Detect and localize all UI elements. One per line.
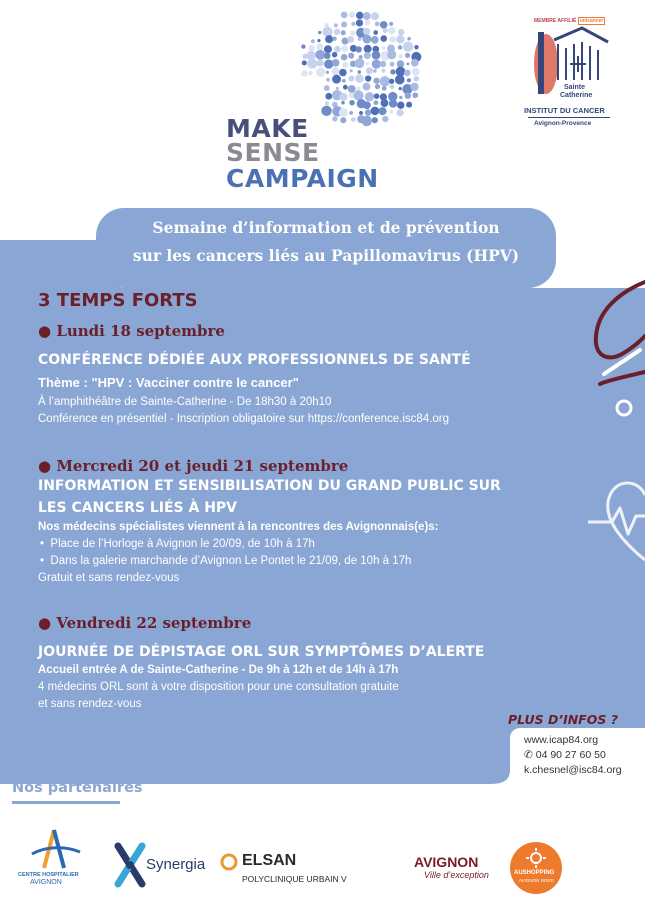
logo-dot	[325, 93, 332, 100]
partner-aushopping	[510, 842, 562, 894]
logo-dot	[399, 87, 402, 90]
logo-dot	[353, 90, 363, 100]
logo-dot	[341, 45, 348, 52]
event2-heading: INFORMATION ET SENSIBILISATION DU GRAND PUBLIC SUR	[38, 478, 501, 494]
logo-sense: SENSE	[226, 138, 320, 167]
logo-dot	[321, 106, 331, 116]
plus-infos-title: PLUS D’INFOS ?	[508, 712, 618, 727]
aushopping-sub: AVIGNON NORD	[519, 878, 554, 883]
ch-avignon-icon	[16, 828, 86, 870]
logo-dot	[404, 70, 411, 77]
event1-heading: CONFÉRENCE DÉDIÉE AUX PROFESSIONNELS DE SANTÉ	[38, 352, 471, 368]
logo-dot	[355, 58, 365, 68]
event3-date: ● Vendredi 22 septembre	[38, 614, 252, 632]
logo-dot	[356, 19, 363, 26]
logo-dot	[414, 76, 420, 82]
partners-title: Nos partenaires	[12, 780, 143, 796]
logo-dot	[308, 45, 314, 51]
logo-dot	[348, 85, 356, 93]
logo-dot	[414, 45, 418, 49]
logo-dot	[378, 107, 386, 115]
logo-dot	[325, 101, 329, 105]
logo-dot	[363, 12, 371, 20]
elsan-icon	[220, 853, 238, 871]
plus-infos-box	[510, 728, 645, 784]
logo-dot	[318, 31, 321, 34]
logo-dot	[387, 50, 396, 59]
logo-dot	[395, 75, 405, 85]
logo-dot	[332, 68, 340, 76]
logo-dot	[380, 21, 388, 29]
event3-detail: et sans rendez-vous	[38, 698, 142, 710]
logo-dot	[372, 60, 381, 69]
institut-name: INSTITUT DU CANCER	[524, 106, 605, 115]
infos-website[interactable]: www.icap84.org	[524, 734, 599, 746]
logo-dot	[311, 39, 315, 43]
event2-date: ● Mercredi 20 et jeudi 21 septembre	[38, 457, 349, 475]
partner-elsan	[220, 852, 360, 892]
logo-dot	[396, 35, 404, 43]
logo-dot	[336, 87, 339, 90]
logo-dot	[339, 69, 347, 77]
infos-phone[interactable]: ✆ 04 90 27 60 50	[524, 749, 606, 761]
logo-dot	[389, 79, 394, 84]
institut-divider	[528, 117, 610, 118]
institut-sainte: Sainte	[564, 84, 586, 91]
logo-dot	[308, 71, 312, 75]
event3-detail: Accueil entrée A de Sainte-Catherine - De 9h à 12h et de 14h à 17h	[38, 664, 399, 676]
bullet-dot-icon: •	[40, 538, 45, 550]
event2-bullet: • Dans la galerie marchande d’Avignon Le Pontet le 21/09, de 10h à 17h	[40, 555, 412, 567]
avignon-sub: Ville d’exception	[424, 870, 489, 880]
logo-dot	[389, 110, 393, 114]
unicancer-badge: unicancer	[579, 18, 604, 24]
logo-dot	[334, 46, 340, 52]
logo-dot	[339, 93, 347, 101]
logo-dot	[341, 54, 347, 60]
partner-avignon	[414, 854, 504, 884]
elsan-sub: POLYCLINIQUE URBAIN V	[242, 874, 347, 884]
logo-dot	[351, 117, 356, 122]
logo-dot	[347, 36, 354, 43]
logo-dot	[410, 83, 418, 91]
logo-dot	[365, 20, 371, 26]
logo-dot	[315, 50, 325, 60]
logo-dot	[324, 59, 333, 68]
logo-dot	[339, 108, 348, 117]
ch-line2: AVIGNON	[30, 879, 62, 886]
logo-dot	[371, 107, 380, 116]
logo-dot	[380, 35, 387, 42]
logo-dot	[326, 71, 329, 74]
logo-dot	[365, 92, 374, 101]
infos-email[interactable]: k.chesnel@isc84.org	[524, 764, 622, 776]
logo-dot	[350, 31, 355, 36]
bullet-icon: ●	[38, 457, 52, 475]
logo-dot	[348, 75, 354, 81]
logo-dot	[390, 69, 395, 74]
logo-dot	[372, 51, 381, 60]
logo-dot	[341, 21, 347, 27]
logo-dot	[332, 116, 337, 121]
logo-dot	[349, 100, 354, 105]
logo-dot	[350, 69, 353, 72]
event2-note: Gratuit et sans rendez-vous	[38, 572, 180, 584]
logo-dot	[364, 52, 371, 59]
logo-dot	[301, 70, 307, 76]
logo-dot	[383, 28, 388, 33]
logo-dot	[316, 43, 323, 50]
logo-dot	[358, 70, 361, 73]
aushopping-name: AUSHOPPING	[514, 870, 555, 876]
logo-dot	[317, 59, 324, 66]
logo-dot	[375, 22, 380, 27]
logo-dot	[380, 76, 390, 86]
logo-dot	[356, 46, 362, 52]
logo-dot	[407, 78, 411, 82]
logo-dot	[356, 12, 363, 19]
logo-dot	[373, 30, 378, 35]
logo-dot	[405, 53, 410, 58]
logo-dot	[362, 116, 372, 126]
logo-dot	[381, 99, 389, 107]
logo-dot	[307, 58, 317, 68]
campaign-title-line2: sur les cancers liés au Papillomavirus (HPV)	[132, 246, 520, 265]
bullet-icon: ●	[38, 614, 52, 632]
logo-dot	[351, 22, 355, 26]
logo-dot	[373, 69, 377, 73]
logo-dot	[398, 45, 403, 50]
logo-dot	[348, 92, 354, 98]
logo-dot	[357, 87, 361, 91]
event1-detail: Conférence en présentiel - Inscription obligatoire sur https://conference.isc84.org	[38, 413, 450, 425]
logo-dot	[403, 41, 413, 51]
event2-bullet: • Place de l’Horloge à Avignon le 20/09, de 10h à 17h	[40, 538, 315, 550]
logo-dot	[397, 60, 404, 67]
phone-icon: ✆	[524, 749, 533, 761]
partner-ch-avignon	[16, 828, 86, 890]
logo-dot	[366, 62, 369, 65]
logo-dot	[325, 35, 333, 43]
event2-heading: LES CANCERS LIÉS À HPV	[38, 500, 238, 516]
logo-dot	[373, 78, 379, 84]
sun-icon	[526, 848, 546, 868]
synergia-icon	[112, 842, 148, 888]
logo-campaign: CAMPAIGN	[226, 164, 379, 193]
logo-dot	[398, 29, 404, 35]
logo-dot	[374, 93, 380, 99]
logo-dot	[388, 27, 395, 34]
logo-dot	[375, 84, 380, 89]
logo-dot	[371, 36, 379, 44]
logo-dot	[382, 86, 387, 91]
logo-dot	[317, 39, 320, 42]
logo-dot	[374, 100, 379, 105]
ch-line1: CENTRE HOSPITALIER	[18, 872, 79, 878]
logo-dot	[324, 45, 332, 53]
logo-make: MAKE	[226, 114, 309, 143]
logo-dot	[342, 79, 346, 83]
logo-dot	[382, 116, 388, 122]
logo-dot	[332, 75, 341, 84]
logo-dot	[366, 67, 373, 74]
avignon-name: AVIGNON	[414, 854, 479, 870]
elsan-name: ELSAN	[242, 852, 297, 869]
logo-dot	[355, 74, 364, 83]
logo-dot	[349, 12, 355, 18]
logo-dot	[390, 62, 395, 67]
temps-forts-heading: 3 TEMPS FORTS	[38, 290, 198, 311]
logo-dot	[363, 101, 371, 109]
logo-dot	[341, 11, 348, 18]
logo-dot	[364, 45, 372, 53]
logo-dot	[407, 37, 411, 41]
logo-dot	[363, 28, 370, 35]
campaign-title-line1: Semaine d’information et de prévention	[152, 218, 500, 237]
institut-logo	[520, 18, 632, 138]
logo-dot	[348, 53, 354, 59]
logo-dot	[411, 59, 419, 67]
partners-underline	[12, 801, 120, 804]
synergia-name: Synergia	[146, 856, 206, 873]
institut-catherine: Catherine	[560, 92, 593, 99]
logo-dot	[382, 46, 385, 49]
logo-dot	[412, 92, 418, 98]
logo-dot	[324, 52, 331, 59]
bullet-dot-icon: •	[40, 555, 45, 567]
logo-dot	[349, 111, 353, 115]
logo-dot	[396, 109, 403, 116]
logo-dot	[371, 12, 379, 20]
logo-dot	[365, 75, 371, 81]
logo-dot	[412, 68, 420, 76]
logo-dot	[343, 85, 348, 90]
logo-dot	[380, 61, 387, 68]
logo-dot	[359, 111, 363, 115]
event3-heading: JOURNÉE DE DÉPISTAGE ORL SUR SYMPTÔMES D’ALERTE	[38, 644, 485, 660]
event2-intro: Nos médecins spécialistes viennent à la rencontres des Avignonnais(e)s:	[38, 521, 439, 533]
logo-dot	[389, 84, 394, 89]
logo-dot	[406, 62, 409, 65]
logo-dot	[302, 60, 307, 65]
logo-dot	[397, 102, 404, 109]
make-sense-logo	[226, 8, 426, 198]
institut-city: Avignon-Provence	[534, 120, 592, 127]
logo-dot	[382, 69, 386, 73]
logo-dot	[324, 85, 330, 91]
logo-dot	[332, 52, 338, 58]
logo-dot	[322, 27, 332, 37]
event3-detail: 4 médecins ORL sont à votre disposition pour une consultation gratuite	[38, 681, 399, 693]
bullet-icon: ●	[38, 322, 52, 340]
logo-dot	[342, 62, 348, 68]
event1-date: ● Lundi 18 septembre	[38, 322, 225, 340]
logo-dot	[316, 67, 325, 76]
logo-dot	[362, 34, 371, 43]
logo-dot	[389, 99, 397, 107]
logo-dot	[334, 23, 338, 27]
event1-detail: À l’amphithéâtre de Sainte-Catherine - De 18h30 à 20h10	[38, 396, 332, 408]
partner-synergia	[112, 842, 212, 888]
logo-dot	[372, 117, 378, 123]
logo-dot	[390, 36, 396, 42]
logo-dot	[340, 117, 346, 123]
logo-dot	[332, 37, 336, 41]
logo-dot	[389, 22, 393, 26]
logo-dot	[332, 59, 340, 67]
logo-dot	[341, 30, 346, 35]
logo-dot	[326, 78, 330, 82]
logo-dot	[301, 44, 305, 48]
logo-dot	[399, 96, 402, 99]
logo-dot	[405, 92, 412, 99]
logo-dot	[399, 54, 403, 58]
logo-dot	[365, 109, 372, 116]
logo-dot	[363, 83, 371, 91]
logo-dot	[406, 102, 412, 108]
logo-dot	[358, 37, 361, 40]
event1-theme: Thème : "HPV : Vacciner contre le cancer"	[38, 375, 299, 390]
institut-top-text: MEMBRE AFFILIÉ unicancer	[534, 18, 604, 24]
logo-dot	[341, 101, 345, 105]
logo-dot	[334, 29, 340, 35]
